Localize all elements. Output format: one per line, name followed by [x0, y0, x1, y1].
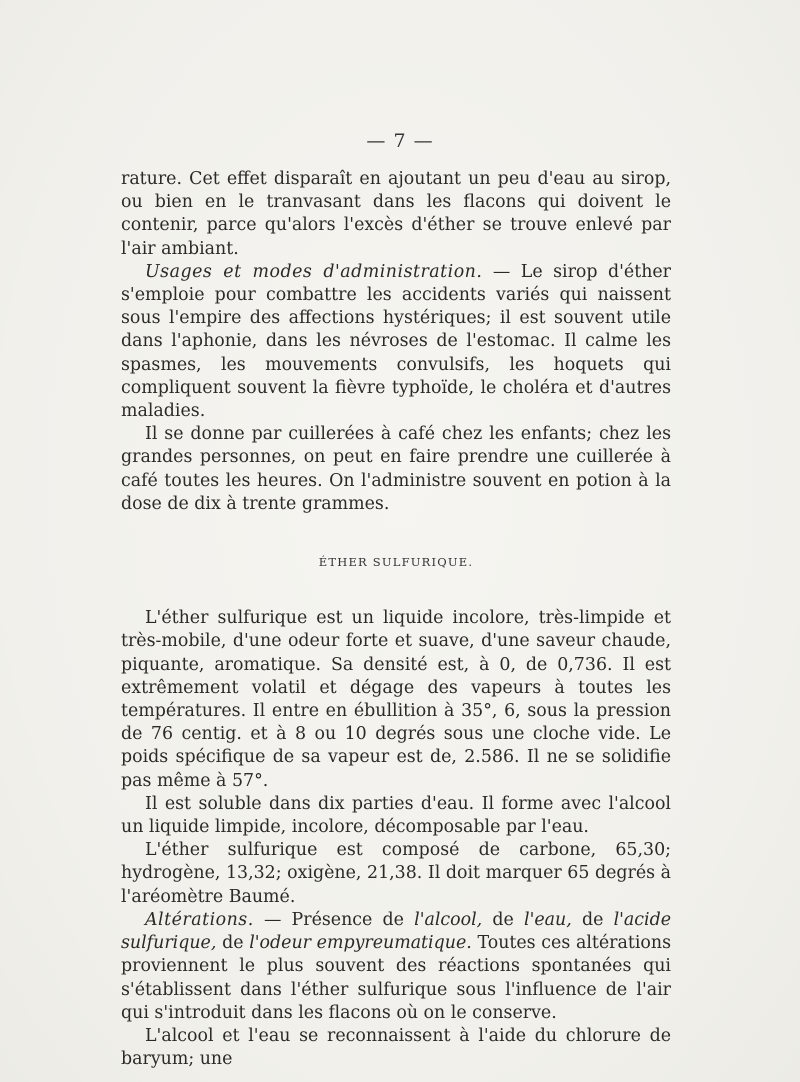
paragraph-solubility: Il est soluble dans dix parties d'eau. Il forme avec l'alcool un liquide limpide, incolore, décomposable par l'eau. [121, 793, 671, 838]
term-acide: l'acide sulfurique, [121, 909, 672, 954]
alterations-text-b: de [482, 909, 525, 930]
paragraph-alterations [121, 909, 671, 1025]
paragraph-properties: L'éther sulfurique est un liquide incolore, très-limpide et très-mobile, d'une odeur forte et suave, d'une saveur chaude, piquante, aromatique. Sa densité est, à 0, de 0,736. Il est extrêmement volatil et dégage des vapeurs à toutes les températures. Il entre en ébullition à 35°, 6, sous la pression de 76 centig. et à 8 ou 10 degrés sous une cloche vide. Le poids spécifique de sa vapeur est de, 2.586. Il ne se solidifie pas même à 57°. [121, 608, 671, 791]
alterations-text-e: Toutes ces altérations proviennent le plus souvent des réactions spontanées qui s'établissent dans l'éther sulfurique sous l'influence de l'air qui s'introduit dans les flacons où on le conserve. [121, 933, 671, 1023]
paragraph-dosage: Il se donne par cuillerées à café chez les enfants; chez les grandes personnes, on peut en faire prendre une cuillerée à café toutes les heures. On l'administre souvent en potion à la dose de dix à trente grammes. [121, 424, 671, 514]
page-number: — 7 — [366, 130, 434, 152]
section-title-alterations: Altérations. [145, 909, 254, 930]
paragraph-detection: L'alcool et l'eau se reconnaissent à l'aide du chlorure de baryum; une [121, 1025, 671, 1070]
body-text [121, 168, 671, 1071]
alterations-text-d: de [216, 933, 250, 954]
alterations-text-a: — Présence de [253, 909, 415, 930]
term-alcool: l'alcool, [414, 909, 483, 930]
term-odeur: l'odeur empyreumatique. [249, 933, 472, 954]
section-heading-ether: ÉTHER SULFURIQUE. [318, 555, 474, 570]
term-eau: l'eau, [524, 909, 572, 930]
paragraph-usages-text: — Le sirop d'éther s'emploie pour combattre les accidents variés qui naissent sous l'empire des affections hystériques; il est souvent utile dans l'aphonie, dans les névroses de l'estomac. Il calme les spasmes, les mouvements convulsifs, les hoquets qui compliquent souvent la fièvre typhoïde, le choléra et d'autres maladies. [121, 261, 671, 422]
alterations-text-c: de [571, 909, 614, 930]
paragraph-usages [121, 261, 671, 423]
section-title-usages: Usages et modes d'administration. [145, 261, 483, 282]
paragraph-continuation: rature. Cet effet disparaît en ajoutant un peu d'eau au sirop, ou bien en le tranvasant dans les flacons qui doivent le contenir, parce qu'alors l'excès d'éther se trouve enlevé par l'air ambiant. [121, 169, 671, 259]
paragraph-composition: L'éther sulfurique est composé de carbone, 65,30; hydrogène, 13,32; oxigène, 21,38. Il doit marquer 65 degrés à l'aréomètre Baumé. [121, 840, 671, 907]
